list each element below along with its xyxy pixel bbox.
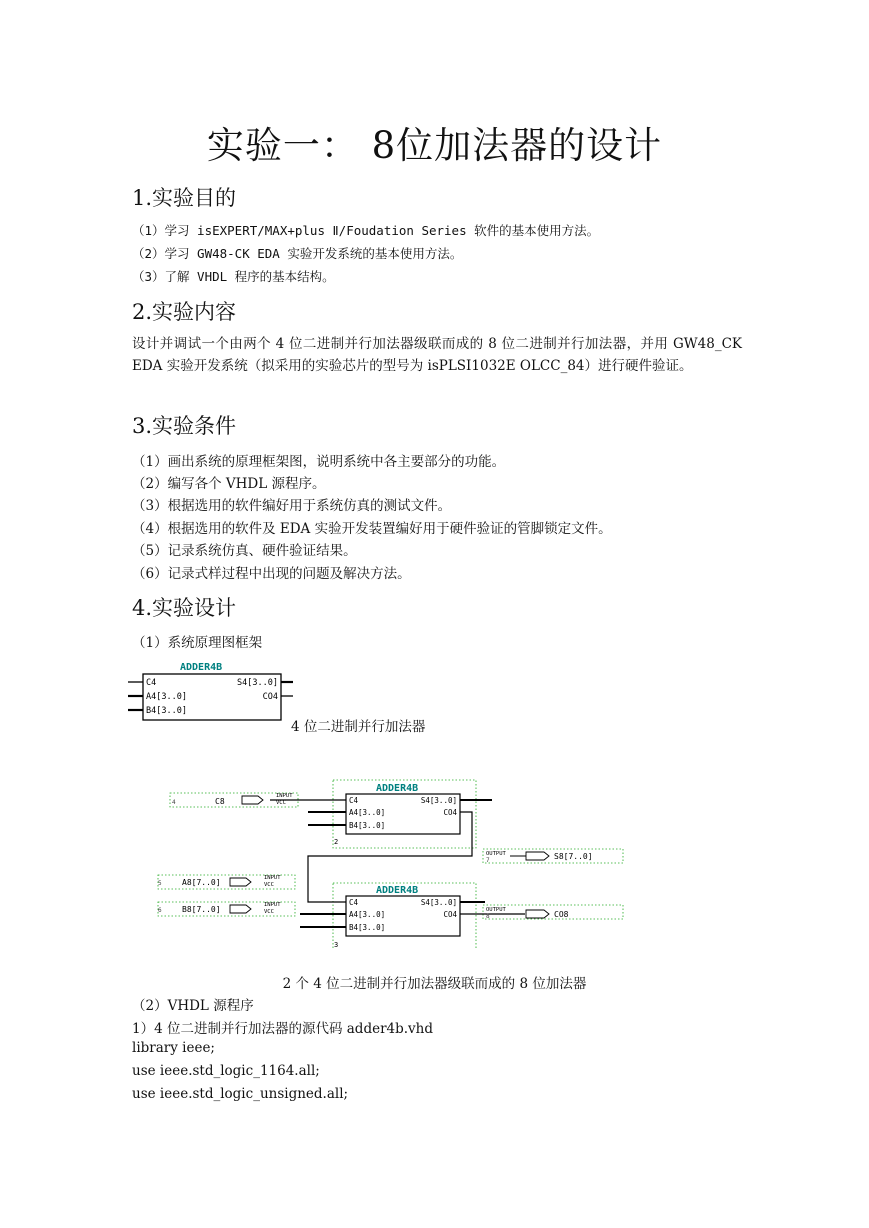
block-2-title: ADDER4B [376, 885, 419, 896]
section-2-paragraph: 设计并调试一个由两个 4 位二进制并行加法器级联而成的 8 位二进制并行加法器，并用 GW48_CK EDA 实验开发系统（拟采用的实验芯片的型号为 isPLSI1032E OLCC_84）进行硬件验证。 [132, 336, 742, 374]
pin-number: 6 [158, 907, 162, 914]
section-3-item: （5）记录系统仿真、硬件验证结果。 [132, 543, 357, 559]
figure-1-caption: 4 位二进制并行加法器 [291, 719, 426, 735]
section-2-heading: 2.实验内容 [132, 300, 237, 324]
section-3-item: （4）根据选用的软件及 EDA 实验开发装置编好用于硬件验证的管脚锁定文件。 [132, 521, 612, 537]
pin-tag: INPUT [264, 875, 281, 881]
code-line: library ieee; [132, 1040, 215, 1056]
section-3-item: （2）编写各个 VHDL 源程序。 [132, 476, 326, 492]
pin-tag: VCC [276, 800, 286, 806]
pin-tag: VCC [264, 882, 274, 888]
port-label: A4[3..0] [349, 910, 386, 919]
block-title: ADDER4B [180, 662, 223, 673]
block-1-title: ADDER4B [376, 783, 419, 794]
port-label: C4 [349, 898, 359, 907]
pin-tag: VCC [264, 909, 274, 915]
signal-label: A8[7..0] [182, 878, 221, 887]
page-title: 实验一： 8位加法器的设计 [206, 124, 663, 167]
instance-number: 2 [334, 838, 339, 846]
pin-tag: INPUT [276, 793, 293, 799]
figure-2-caption: 2 个 4 位二进制并行加法器级联而成的 8 位加法器 [282, 976, 587, 992]
code-line: use ieee.std_logic_unsigned.all; [132, 1086, 349, 1102]
section-3-item: （3）根据选用的软件编好用于系统仿真的测试文件。 [132, 498, 452, 514]
pin-tag: OUTPUT [486, 907, 506, 913]
section-1-item: （1）学习 isEXPERT/MAX+plus Ⅱ/Foudation Series 软件的基本使用方法。 [132, 223, 600, 238]
section-4-sub2: （2）VHDL 源程序 [132, 998, 254, 1014]
section-4-heading: 4.实验设计 [132, 596, 237, 620]
code-title: 1）4 位二进制并行加法器的源代码 adder4b.vhd [132, 1021, 434, 1037]
port-label: A4[3..0] [349, 808, 386, 817]
signal-label: B8[7..0] [182, 905, 221, 914]
pin-number: 5 [158, 880, 162, 887]
section-3-item: （6）记录式样过程中出现的问题及解决方法。 [132, 566, 411, 582]
signal-label: S8[7..0] [554, 852, 593, 861]
section-1-item: （3）了解 VHDL 程序的基本结构。 [132, 269, 335, 284]
cascaded-adder-figure [150, 775, 630, 950]
pin-tag: INPUT [264, 902, 281, 908]
port-label: B4[3..0] [349, 821, 386, 830]
section-3-item: （1）画出系统的原理框架图，说明系统中各主要部分的功能。 [132, 454, 506, 470]
port-label: C4 [146, 678, 157, 688]
port-label: CO4 [262, 692, 278, 702]
port-label: S4[3..0] [420, 796, 457, 805]
port-label: A4[3..0] [146, 692, 187, 702]
pin-number: 8 [486, 913, 490, 920]
instance-number: 3 [334, 941, 339, 949]
section-1-item: （2）学习 GW48-CK EDA 实验开发系统的基本使用方法。 [132, 246, 463, 261]
signal-label: C8 [215, 797, 225, 806]
pin-tag: OUTPUT [486, 851, 506, 857]
port-label: B4[3..0] [146, 706, 187, 716]
code-line: use ieee.std_logic_1164.all; [132, 1063, 320, 1079]
pin-number: 7 [486, 857, 490, 864]
section-4-sub1: （1）系统原理图框架 [132, 635, 263, 651]
section-1-heading: 1.实验目的 [132, 186, 237, 210]
pin-number: 4 [172, 799, 176, 806]
adder4b-symbol-figure [128, 658, 298, 730]
port-label: S4[3..0] [237, 678, 278, 688]
port-label: C4 [349, 796, 359, 805]
port-label: CO4 [443, 910, 457, 919]
section-3-heading: 3.实验条件 [132, 414, 237, 438]
port-label: B4[3..0] [349, 923, 386, 932]
port-label: S4[3..0] [420, 898, 457, 907]
port-label: CO4 [443, 808, 457, 817]
signal-label: CO8 [554, 910, 569, 919]
